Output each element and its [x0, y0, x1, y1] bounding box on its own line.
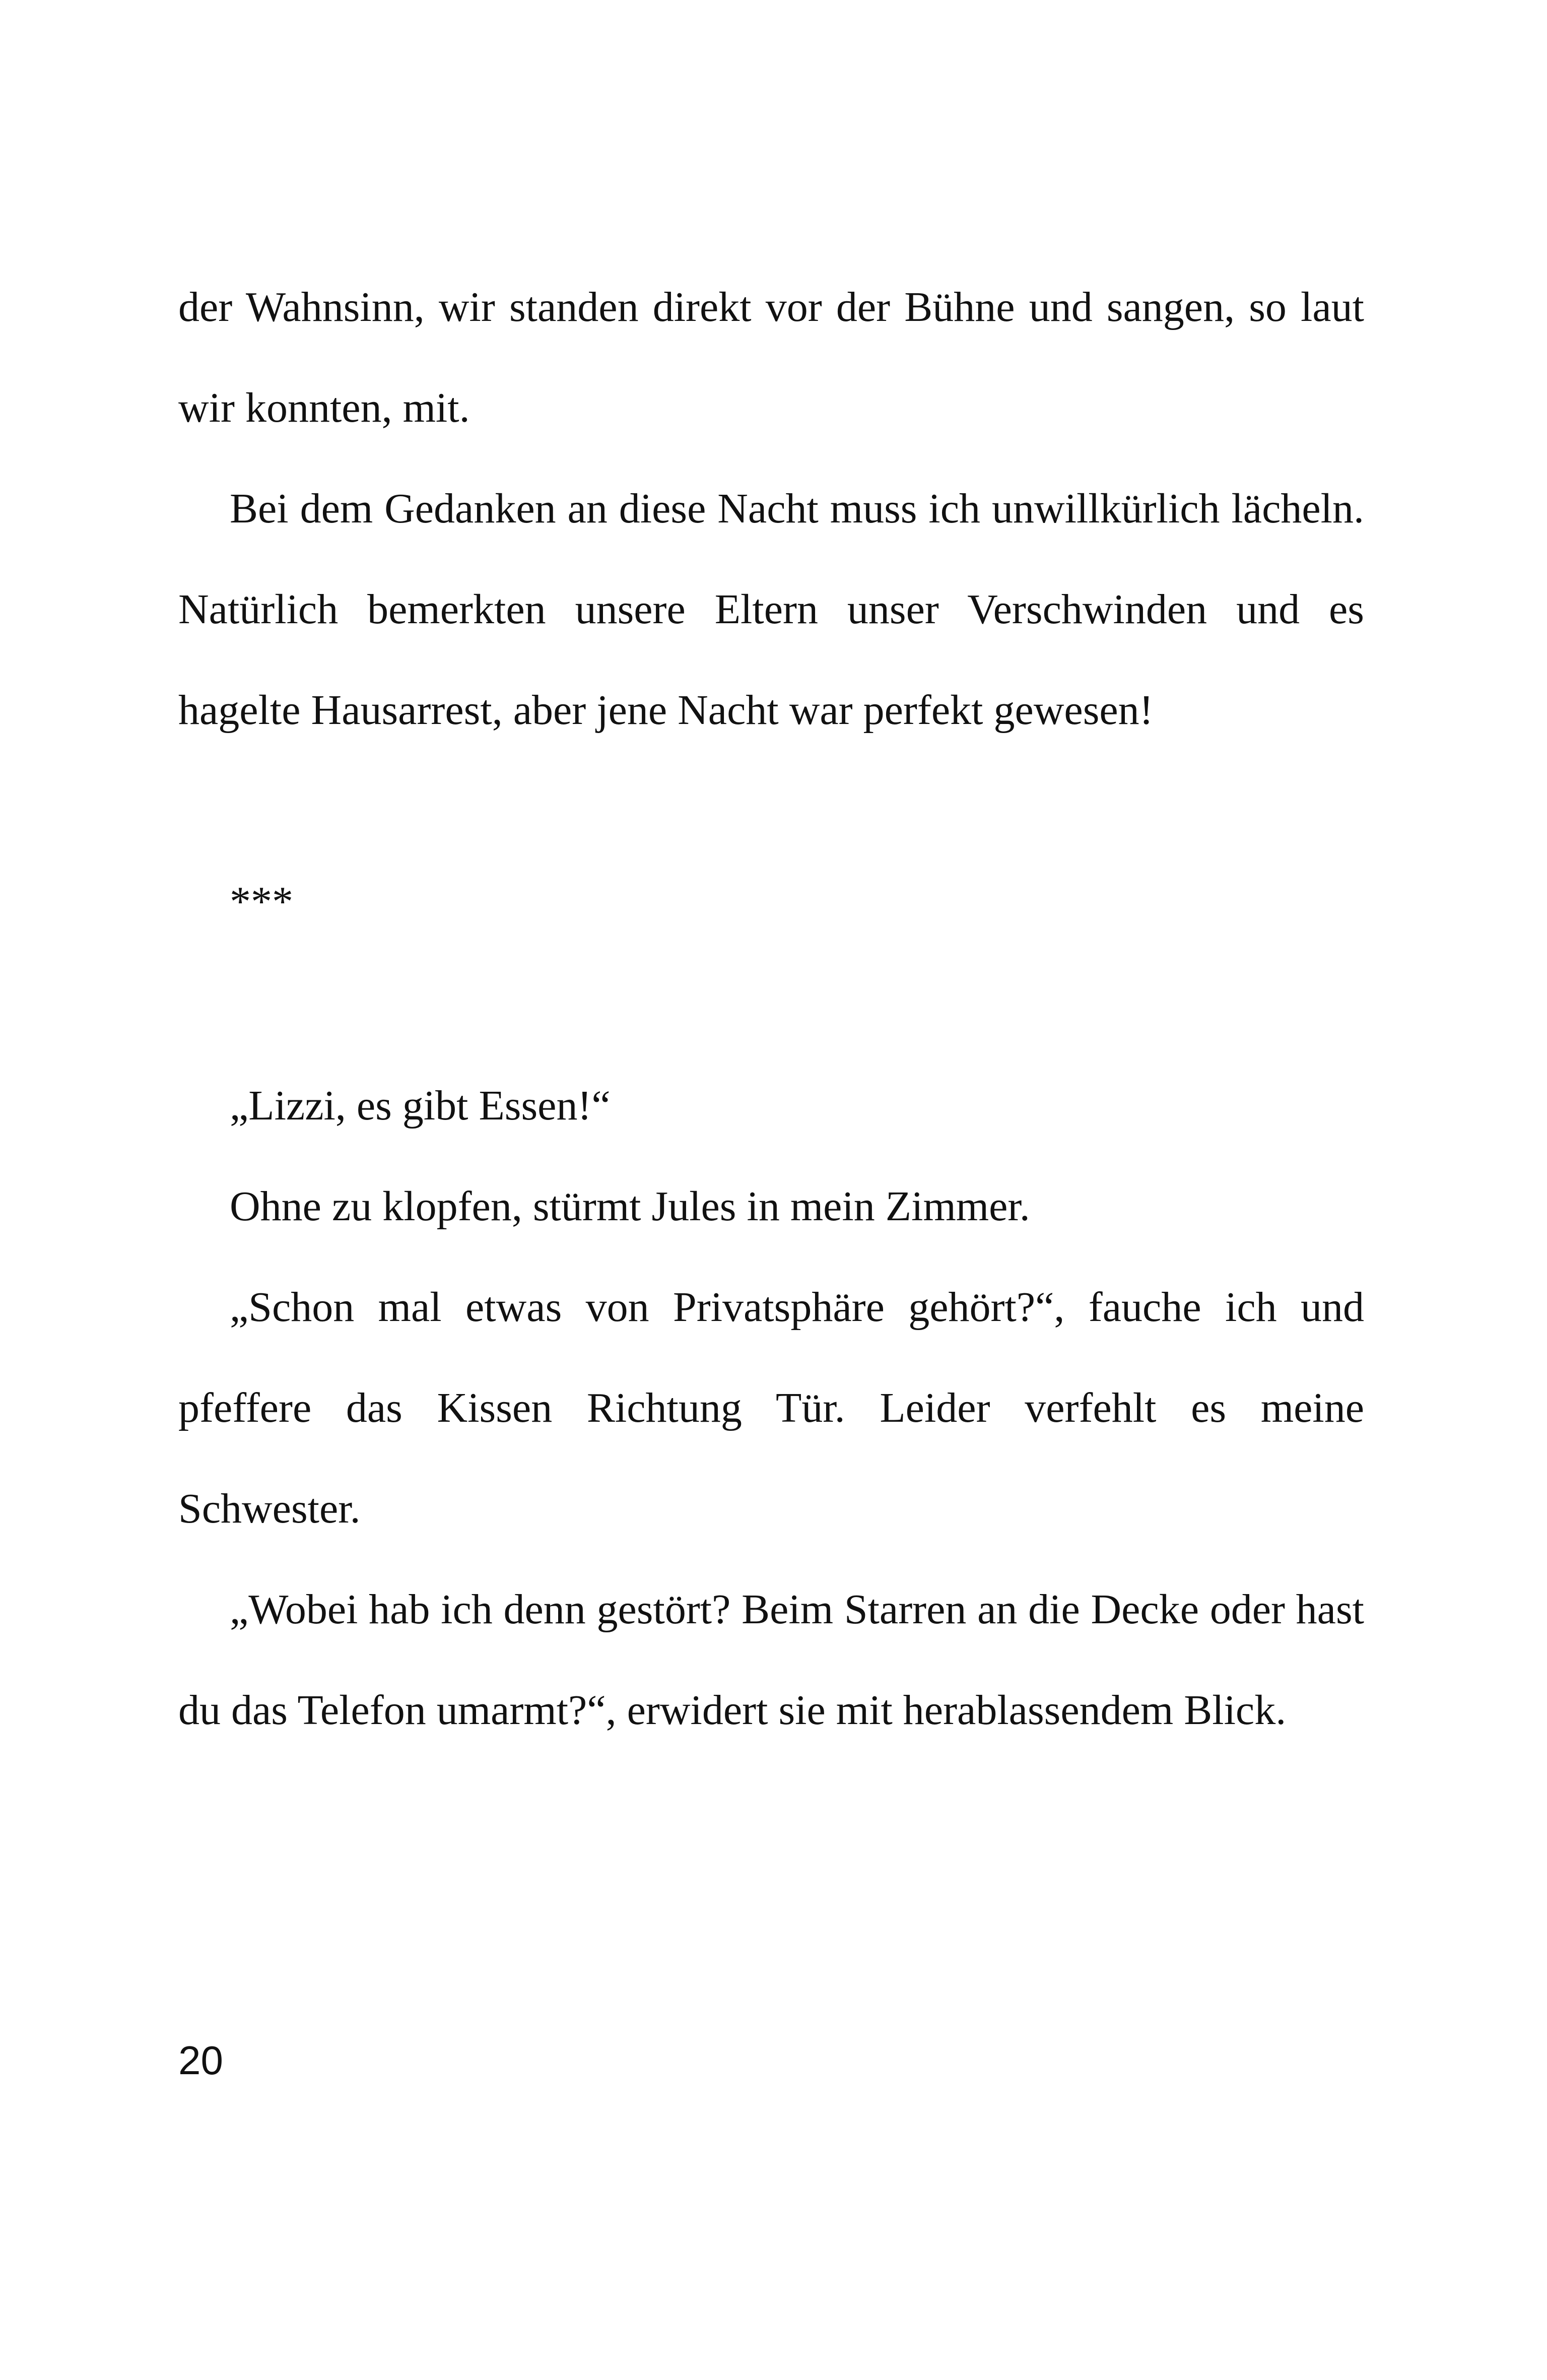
paragraph: „Lizzi, es gibt Essen!“ [230, 1082, 611, 1129]
paragraph: Ohne zu klopfen, stürmt Jules in mein Zimmer. [230, 1183, 1030, 1230]
paragraph: der Wahnsinn, wir standen direkt vor der Bühne und sangen, so laut wir konnten, mit. [178, 284, 1364, 431]
paragraph: „Schon mal etwas von Privatsphäre gehört?“, fauche ich und pfeffere das Kissen Richtung Tür. Leider verfehlt es meine Schwester. [178, 1284, 1364, 1532]
text-block-after-break [178, 1055, 1364, 1761]
page-number: 20 [178, 2038, 223, 2083]
text-block-before-break [178, 257, 1364, 761]
paragraph: Bei dem Gedanken an diese Nacht muss ich unwillkürlich lächeln. Natürlich bemerkten unsere Eltern unser Verschwinden und es hagelte Hausarrest, aber jene Nacht war perfekt gewesen! [178, 485, 1364, 734]
paragraph: „Wobei hab ich denn gestört? Beim Starren an die Decke oder hast du das Telefon umarmt?“, erwidert sie mit herablassendem Blick. [178, 1586, 1364, 1734]
scene-break: *** [230, 878, 293, 925]
